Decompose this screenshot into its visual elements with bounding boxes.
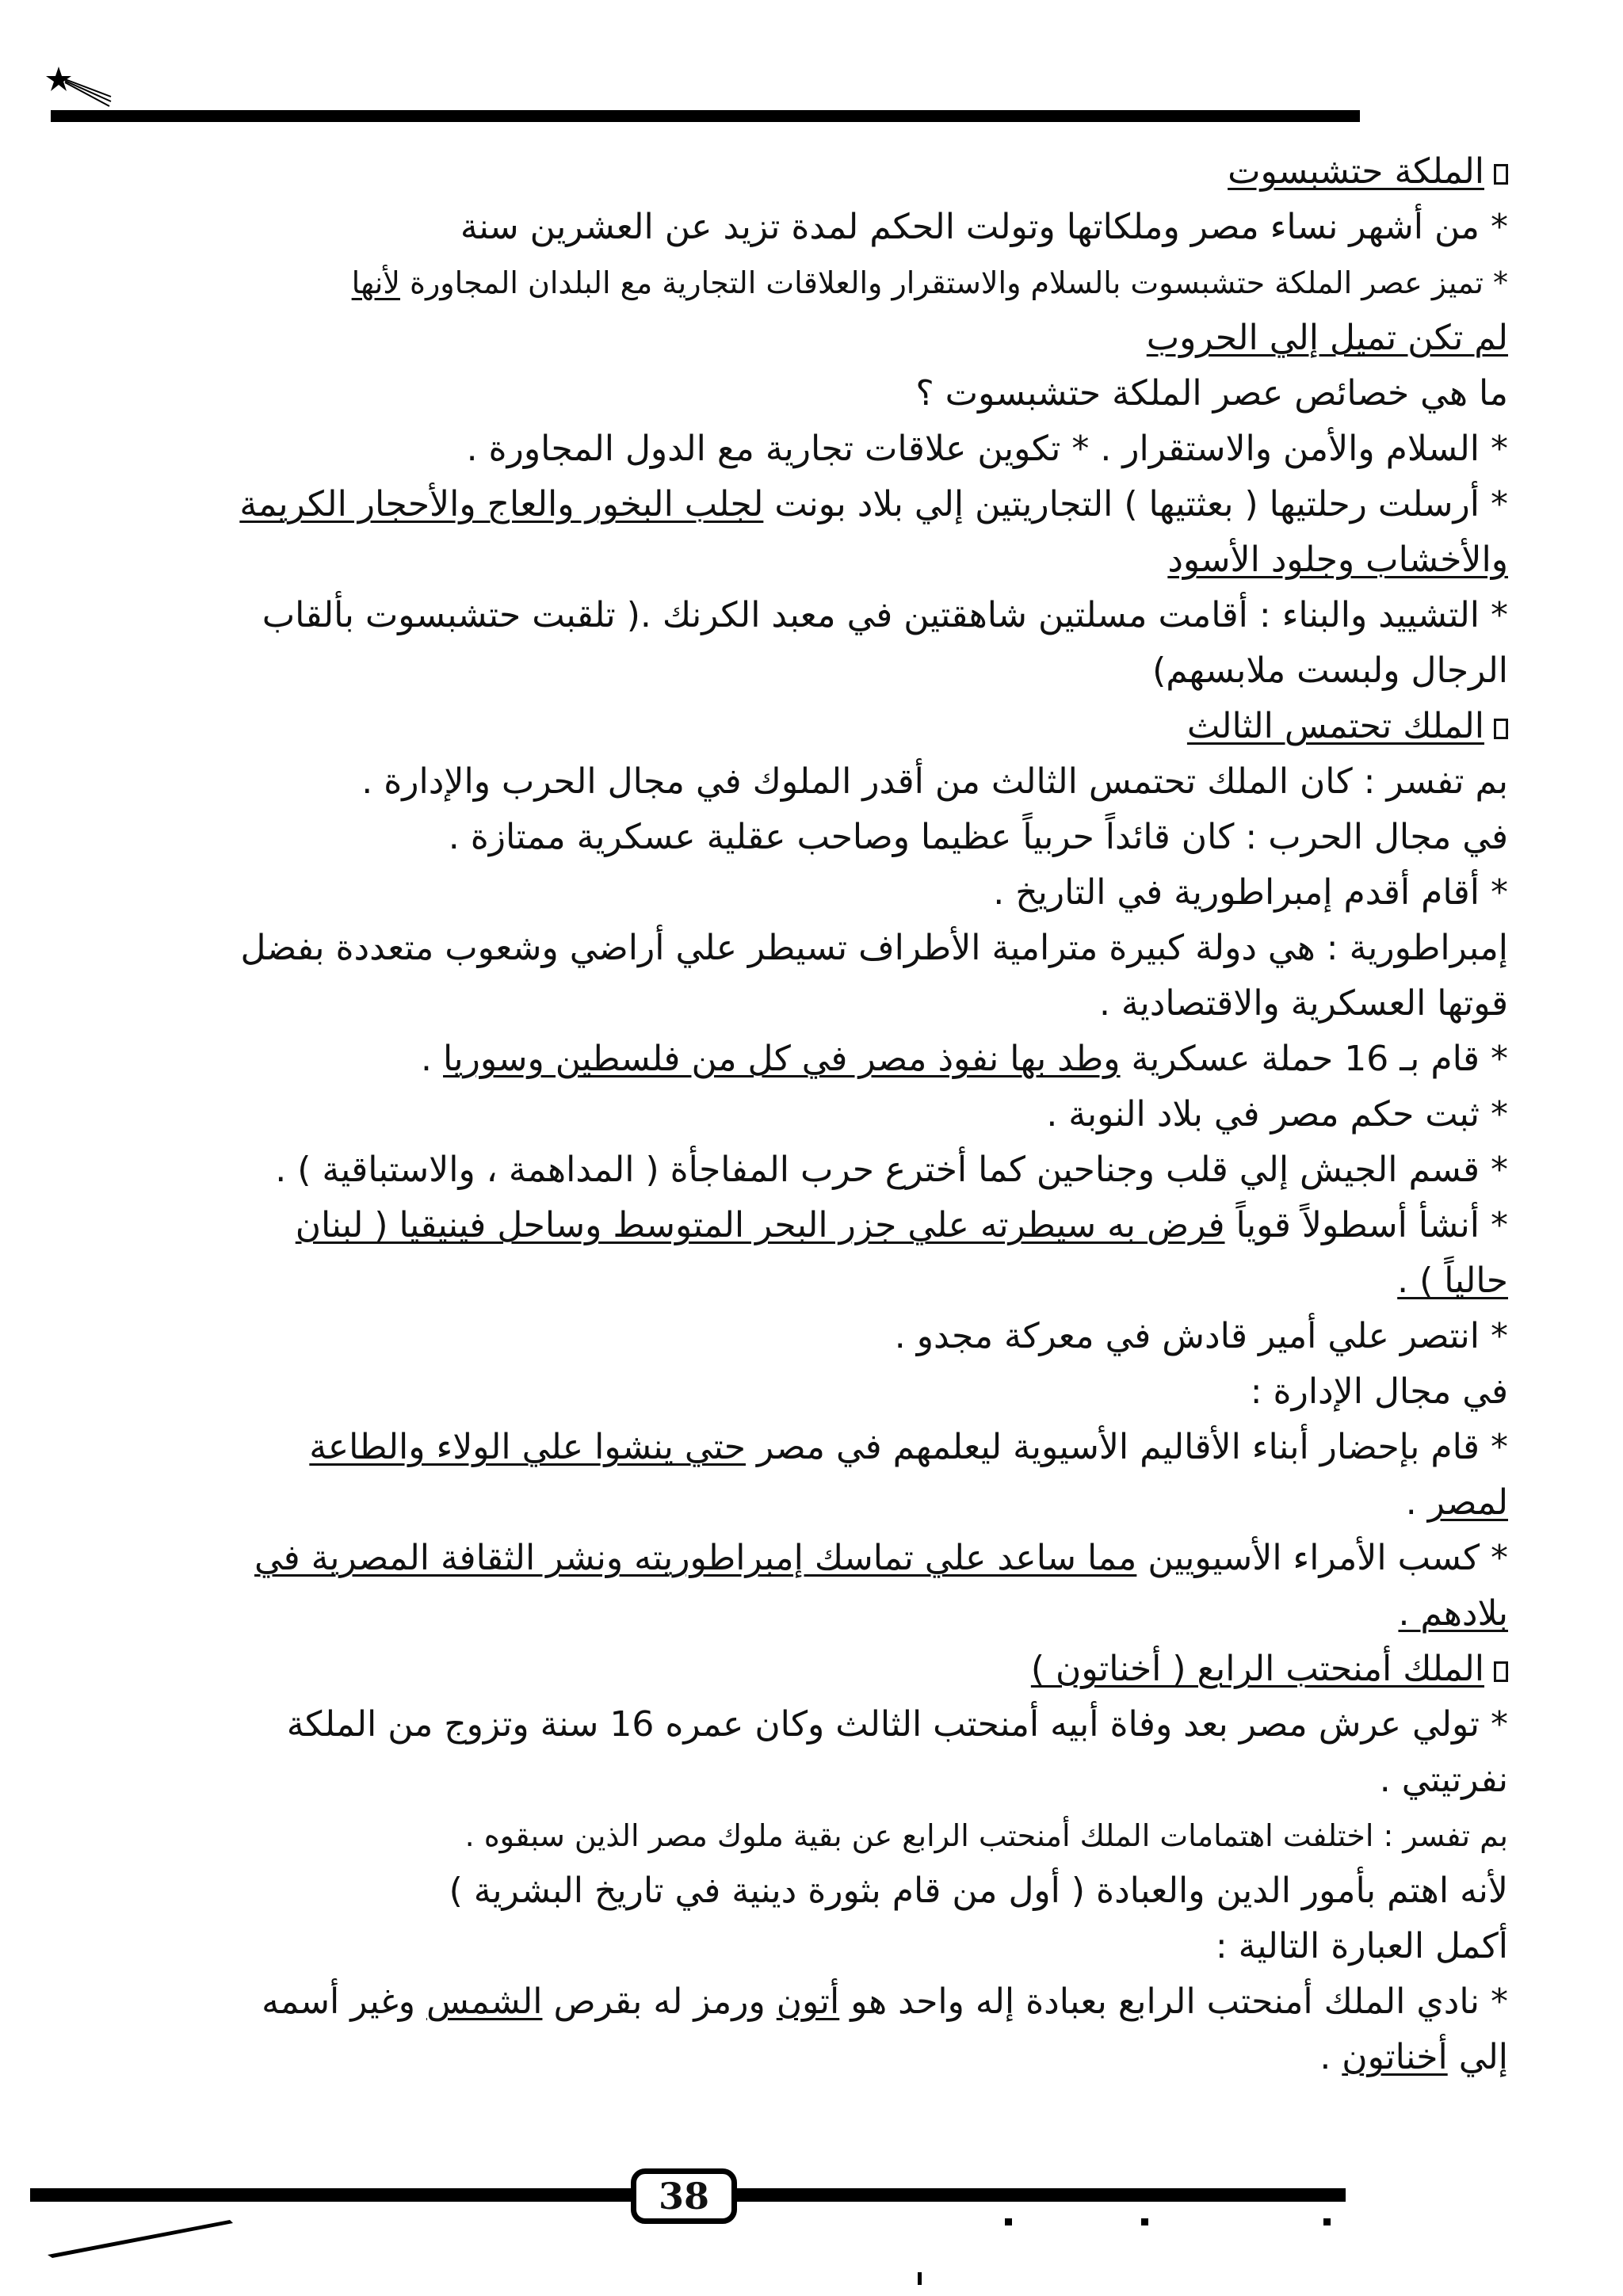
underlined-text: والأخشاب وجلود الأسود bbox=[1167, 540, 1508, 580]
text-line bbox=[139, 588, 1508, 643]
text-segment: * السلام والأمن والاستقرار . * تكوين علاقات تجارية مع الدول المجاورة . bbox=[466, 429, 1508, 469]
text-segment: نفرتيتي . bbox=[1379, 1760, 1508, 1800]
top-divider bbox=[51, 110, 1360, 122]
text-segment: بم تفسر : كان الملك تحتمس الثالث من أقدر الملوك في مجال الحرب والإدارة . bbox=[361, 761, 1508, 802]
text-segment: ورمز له بقرص bbox=[542, 1981, 777, 2022]
underlined-text: الملكة حتشبسوت bbox=[1228, 151, 1484, 192]
text-line bbox=[139, 1420, 1508, 1475]
underlined-text: لأنها bbox=[351, 265, 400, 300]
text-line bbox=[139, 1974, 1508, 2030]
text-line bbox=[139, 1753, 1508, 1808]
underlined-text: وطد بها نفوذ مصر في كل من فلسطين وسوريا bbox=[443, 1039, 1121, 1079]
bullet-square-icon bbox=[1494, 719, 1508, 739]
text-segment: * أقام أقدم إمبراطورية في التاريخ . bbox=[993, 872, 1508, 913]
text-segment: * قسم الجيش إلي قلب وجناحين كما أخترع حرب المفاجأة ( المداهمة ، والاستباقية ) . bbox=[275, 1150, 1508, 1190]
text-line bbox=[139, 477, 1508, 532]
text-line bbox=[139, 1863, 1508, 1919]
text-line bbox=[139, 532, 1508, 588]
text-line bbox=[139, 200, 1508, 255]
text-segment: وغير أسمه bbox=[262, 1981, 427, 2022]
text-line bbox=[139, 754, 1508, 810]
underlined-text: الملك أمنحتب الرابع ( أخناتون ) bbox=[1030, 1649, 1484, 1689]
text-segment: . bbox=[1319, 2037, 1342, 2077]
text-segment: . bbox=[421, 1039, 444, 1079]
decor-dot bbox=[1323, 2218, 1331, 2225]
text-line bbox=[139, 1642, 1508, 1697]
text-segment: إلي bbox=[1447, 2037, 1508, 2077]
text-line bbox=[139, 1364, 1508, 1420]
text-line bbox=[139, 1697, 1508, 1753]
text-segment: * قام بـ 16 حملة عسكرية bbox=[1120, 1039, 1508, 1079]
page-body bbox=[139, 144, 1508, 2085]
text-segment: * انتصر علي أمير قادش في معركة مجدو . bbox=[894, 1316, 1508, 1356]
text-line bbox=[139, 1309, 1508, 1364]
text-segment: قوتها العسكرية والاقتصادية . bbox=[1098, 983, 1508, 1024]
page-number: 38 bbox=[631, 2168, 737, 2224]
underlined-text: الملك تحتمس الثالث bbox=[1186, 706, 1484, 746]
text-line bbox=[139, 1142, 1508, 1198]
underlined-text: حتي ينشوا علي الولاء والطاعة bbox=[309, 1427, 746, 1467]
text-line bbox=[139, 865, 1508, 921]
text-line bbox=[139, 1808, 1508, 1863]
text-line bbox=[139, 1253, 1508, 1309]
text-segment: لأنه اهتم بأمور الدين والعبادة ( أول من قام بثورة دينية في تاريخ البشرية ) bbox=[449, 1871, 1508, 1911]
text-segment: الرجال ولبست ملابسهم) bbox=[1152, 650, 1508, 691]
text-line bbox=[139, 976, 1508, 1032]
text-segment: * ثبت حكم مصر في بلاد النوبة . bbox=[1046, 1094, 1508, 1135]
text-line bbox=[139, 255, 1508, 311]
text-line bbox=[139, 1032, 1508, 1087]
text-line bbox=[139, 643, 1508, 699]
text-segment: بم تفسر : اختلفت اهتمامات الملك أمنحتب الرابع عن بقية ملوك مصر الذين سبقوه . bbox=[464, 1818, 1508, 1853]
text-line bbox=[139, 699, 1508, 754]
text-segment: في مجال الحرب : كان قائداً حربياً عظيما وصاحب عقلية عسكرية ممتازة . bbox=[448, 817, 1508, 857]
text-segment: * نادي الملك أمنحتب الرابع بعبادة إله واحد هو bbox=[839, 1981, 1508, 2022]
text-line bbox=[139, 1198, 1508, 1253]
text-segment: * التشييد والبناء : أقامت مسلتين شاهقتين في معبد الكرنك .( تلقبت حتشبسوت بألقاب bbox=[262, 595, 1508, 635]
text-line bbox=[139, 921, 1508, 976]
text-segment: أكمل العبارة التالية : bbox=[1215, 1926, 1508, 1966]
bullet-square-icon bbox=[1494, 1661, 1508, 1682]
underlined-text: أخناتون bbox=[1342, 2037, 1448, 2077]
underlined-text: مما ساعد علي تماسك إمبراطوريته ونشر الثقافة المصرية في bbox=[254, 1538, 1137, 1578]
star-ornament-icon bbox=[41, 60, 113, 108]
text-line bbox=[139, 144, 1508, 200]
text-line bbox=[139, 1531, 1508, 1586]
text-segment: ما هي خصائص عصر الملكة حتشبسوت ؟ bbox=[915, 373, 1508, 414]
underlined-text: الشمس bbox=[426, 1981, 543, 2022]
underlined-text: حالياً ) . bbox=[1397, 1261, 1508, 1301]
underlined-text: فرض به سيطرته علي جزر البحر المتوسط وساحل فينيقيا ( لبنان bbox=[295, 1205, 1225, 1245]
text-segment: * كسب الأمراء الأسيويين bbox=[1136, 1538, 1508, 1578]
decor-dot bbox=[1005, 2218, 1012, 2225]
text-line bbox=[139, 810, 1508, 865]
underlined-text: لمصر bbox=[1427, 1482, 1508, 1523]
text-segment: * من أشهر نساء مصر وملكاتها وتولت الحكم لمدة تزيد عن العشرين سنة bbox=[460, 207, 1508, 247]
underlined-text: بلادهم . bbox=[1398, 1593, 1508, 1634]
underlined-text: لم تكن تميل إلي الحروب bbox=[1146, 318, 1508, 358]
underlined-text: أتون bbox=[776, 1981, 840, 2022]
text-line bbox=[139, 421, 1508, 477]
decor-dot bbox=[1141, 2218, 1148, 2225]
swoosh-ornament-icon bbox=[48, 2218, 238, 2258]
text-line bbox=[139, 2030, 1508, 2085]
text-segment: . bbox=[1405, 1482, 1428, 1523]
text-segment: في مجال الإدارة : bbox=[1250, 1371, 1508, 1412]
text-segment: * تميز عصر الملكة حتشبسوت بالسلام والاستقرار والعلاقات التجارية مع البلدان المجاورة bbox=[399, 265, 1508, 300]
text-line bbox=[139, 1475, 1508, 1531]
text-segment: إمبراطورية : هي دولة كبيرة مترامية الأطراف تسيطر علي أراضي وشعوب متعددة بفضل bbox=[240, 928, 1508, 968]
text-line bbox=[139, 366, 1508, 421]
text-segment: * قام بإحضار أبناء الأقاليم الأسيوية ليعلمهم في مصر bbox=[745, 1427, 1508, 1467]
text-segment: * تولي عرش مصر بعد وفاة أبيه أمنحتب الثالث وكان عمره 16 سنة وتزوج من الملكة bbox=[286, 1704, 1508, 1745]
text-line bbox=[139, 311, 1508, 366]
text-line bbox=[139, 1919, 1508, 1974]
underlined-text: لجلب البخور والعاج والأحجار الكريمة bbox=[239, 484, 764, 524]
bullet-square-icon bbox=[1494, 164, 1508, 185]
text-segment: * أرسلت رحلتيها ( بعثتيها ) التجاريتين إلي بلاد بونت bbox=[763, 484, 1508, 524]
decor-dot bbox=[918, 2272, 922, 2285]
text-line bbox=[139, 1586, 1508, 1642]
text-segment: * أنشأ أسطولاً قوياً bbox=[1224, 1205, 1508, 1245]
text-line bbox=[139, 1087, 1508, 1142]
